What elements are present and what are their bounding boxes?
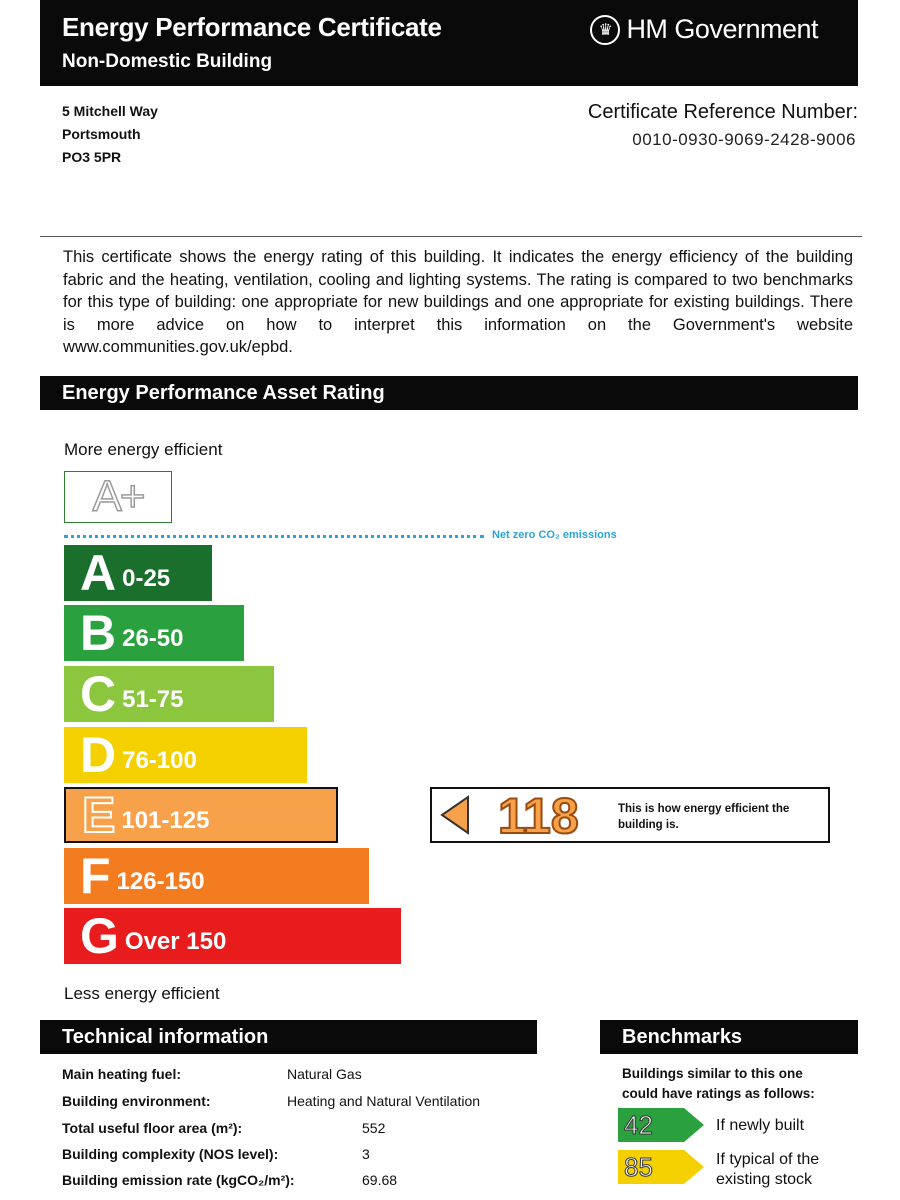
tech-label: Building environment: [62,1093,211,1109]
band-b [64,605,244,661]
tech-row-complexity [62,1146,278,1162]
tech-row-environment [62,1093,211,1109]
divider [40,236,862,237]
certificate-subtitle: Non-Domestic Building [62,51,273,72]
building-address [62,100,158,169]
tech-row-floor-area [62,1120,242,1136]
certificate-title: Energy Performance Certificate [62,12,442,42]
address-line-3: PO3 5PR [62,149,122,165]
government-logo [590,14,818,45]
benchmark-existing-stock [618,1150,708,1184]
band-letter: B [80,605,117,661]
band-f [64,848,369,904]
benchmark-label-line-2: existing stock [716,1171,813,1188]
certificate-reference-number: 0010-0930-9069-2428-9006 [632,130,856,149]
band-range: 101-125 [121,807,210,834]
tech-label: Building complexity (NOS level): [62,1146,279,1162]
tech-value: 552 [362,1120,386,1136]
net-zero-label: Net zero CO₂ emissions [492,529,617,541]
asset-rating-heading: Energy Performance Asset Rating [40,376,858,410]
aplus-label: A+ [92,472,144,521]
benchmarks-intro-line-1: Buildings similar to this one [622,1066,803,1081]
benchmarks-intro-line-2: could have ratings as follows: [622,1086,815,1101]
tech-label: Main heating fuel: [62,1066,181,1082]
royal-crest-icon: ♛ [590,15,620,45]
band-range: 26-50 [122,625,184,652]
rating-description: This is how energy efficient the building is. [618,803,790,831]
band-letter: E [82,787,116,843]
certificate-reference-label: Certificate Reference Number: [587,101,858,123]
benchmarks-intro [622,1064,815,1104]
tech-row-heating-fuel [62,1066,181,1082]
net-zero-line [64,535,484,538]
more-efficient-label: More energy efficient [64,440,223,459]
technical-info-heading: Technical information [40,1020,537,1054]
aplus-band [64,471,172,523]
certificate-header [40,0,858,86]
benchmark-new-build [618,1108,708,1142]
pointer-arrow-icon [438,795,474,835]
benchmark-label [716,1150,819,1190]
band-letter: C [80,666,117,722]
tech-value: Heating and Natural Ventilation [287,1093,481,1109]
tech-value: 3 [362,1146,370,1162]
band-range: 51-75 [122,686,184,713]
tech-label: Building emission rate (kgCO₂/m²): [62,1172,295,1188]
address-line-1: 5 Mitchell Way [62,103,158,119]
benchmarks-heading: Benchmarks [600,1020,858,1054]
government-name: HM Government [626,14,818,44]
band-letter: G [80,908,119,964]
band-c [64,666,274,722]
less-efficient-label: Less energy efficient [64,984,220,1003]
band-e-selected [64,787,338,843]
band-d [64,727,307,783]
benchmark-label-line-1: If typical of the [716,1151,820,1168]
benchmark-label: If newly built [716,1117,805,1134]
band-a [64,545,212,601]
tech-row-emission-rate [62,1172,295,1188]
tech-value: Natural Gas [287,1066,362,1082]
address-line-2: Portsmouth [62,126,141,142]
band-range: Over 150 [124,928,227,955]
intro-paragraph: This certificate shows the energy rating of this building. It indicates the energy efficiency of the building fabric and the heating, ventilation, cooling and lighting systems. The rating is compared to two benchmarks for this type of building: one appropriate for new buildings and one appropriate for existing buildings. There is more advice on how to interpret this information on the Government's website www.communities.gov.uk/epbd. [63,248,853,357]
band-letter: A [80,545,117,601]
benchmark-value: 85 [624,1152,653,1182]
rating-value: 118 [498,788,579,844]
band-range: 126-150 [116,868,205,895]
band-letter: D [80,727,117,783]
band-g [64,908,401,964]
benchmark-value: 42 [624,1110,653,1140]
tech-value: 69.68 [362,1172,398,1188]
tech-label: Total useful floor area (m²): [62,1120,243,1136]
band-range: 76-100 [122,747,197,774]
building-rating-indicator [430,787,830,843]
band-letter: F [80,848,111,904]
band-range: 0-25 [122,565,171,592]
